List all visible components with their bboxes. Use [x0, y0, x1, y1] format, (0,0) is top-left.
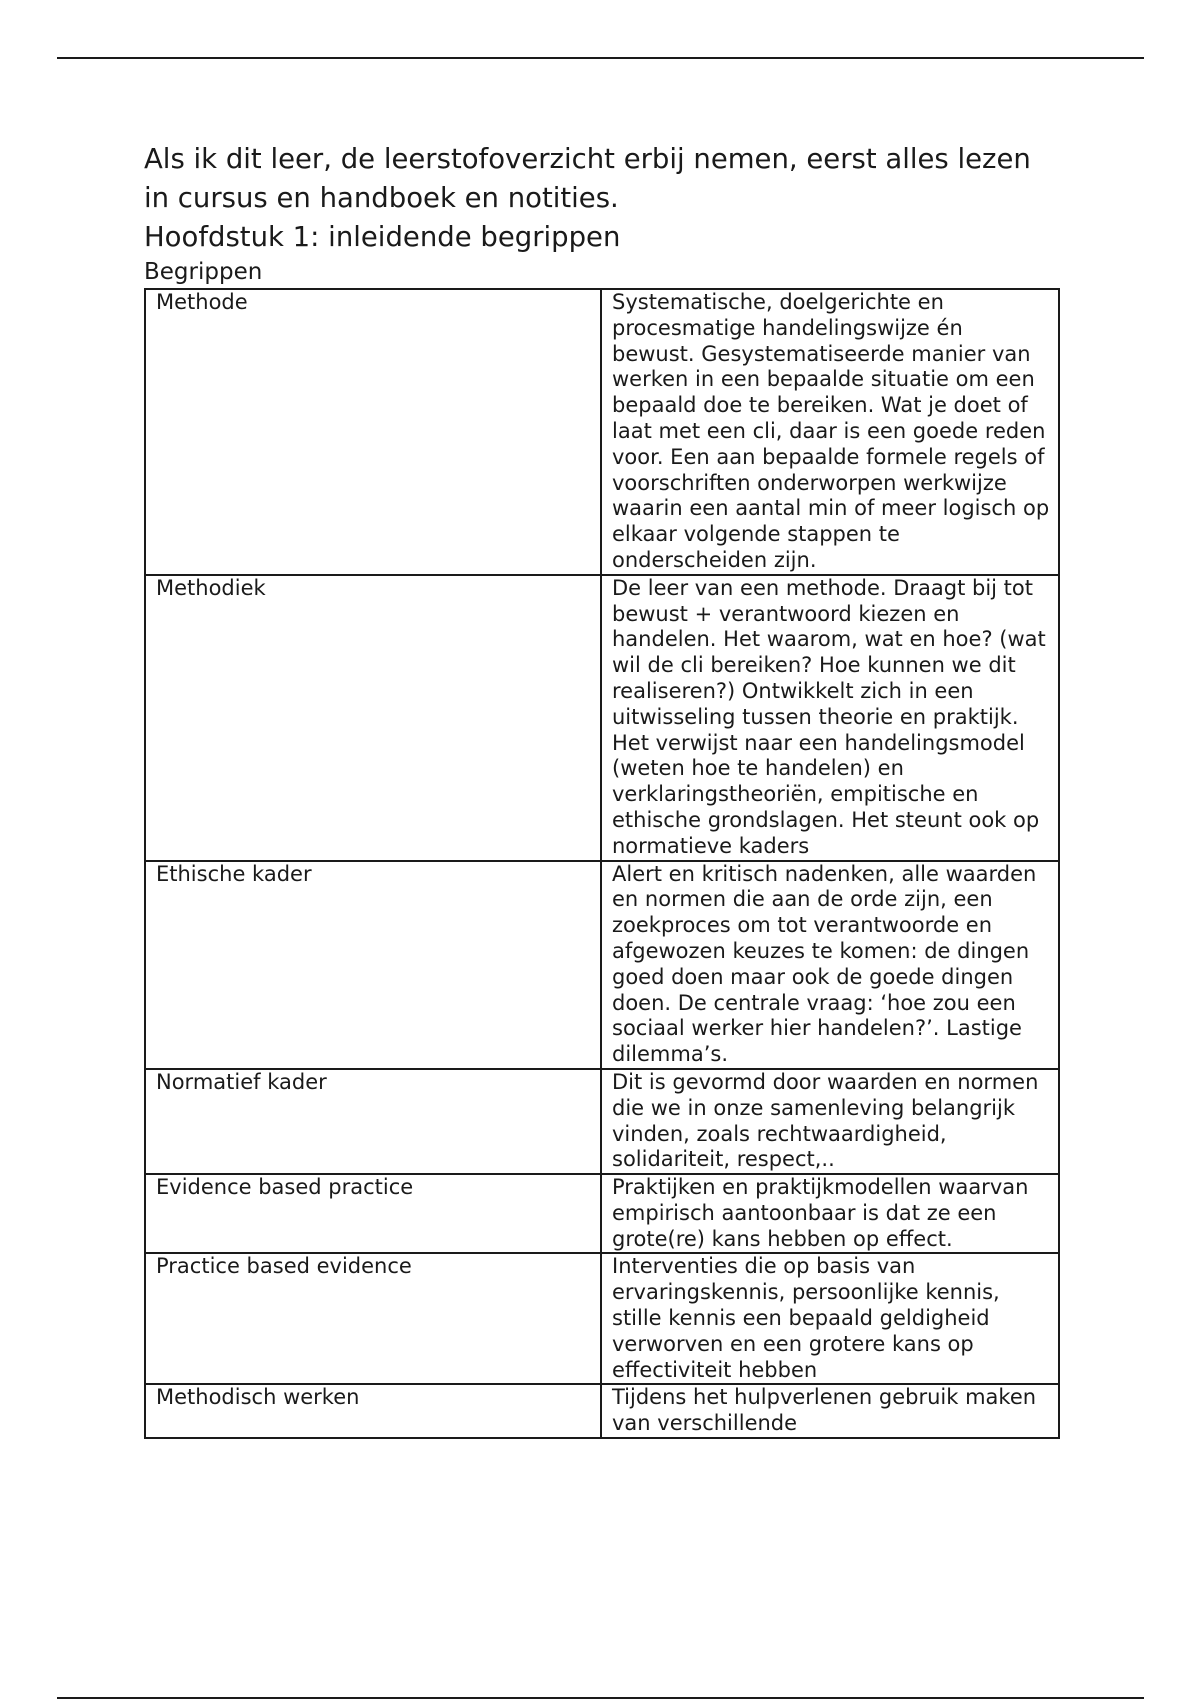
chapter-title: Hoofdstuk 1: inleidende begrippen — [144, 221, 621, 253]
term-cell: Practice based evidence — [145, 1253, 601, 1384]
table-row — [145, 289, 1059, 575]
term-cell: Ethische kader — [145, 861, 601, 1069]
intro-text: Als ik dit leer, de leerstofoverzicht erbij nemen, eerst alles lezen in cursus en handboek en notities. — [144, 143, 1031, 214]
definition-cell: De leer van een methode. Draagt bij tot bewust + verantwoord kiezen en handelen. Het waarom, wat en hoe? (wat wil de cli bereiken? Hoe kunnen we dit realiseren?) Ontwikkelt zich in een uitwisseling tussen theorie en praktijk. Het verwijst naar een handelingsmodel (weten hoe te handelen) en verklaringstheoriën, empitische en ethische grondslagen. Het steunt ook op normatieve kaders — [601, 575, 1059, 861]
top-rule — [57, 57, 1144, 59]
definition-cell: Tijdens het hulpverlenen gebruik maken van verschillende — [601, 1384, 1059, 1438]
definition-cell: Alert en kritisch nadenken, alle waarden en normen die aan de orde zijn, een zoekproces om tot verantwoorde en afgewozen keuzes te komen: de dingen goed doen maar ook de goede dingen doen. De centrale vraag: ‘hoe zou een sociaal werker hier handelen?’. Lastige dilemma’s. — [601, 861, 1059, 1069]
table-row — [145, 861, 1059, 1069]
term-cell: Methodiek — [145, 575, 601, 861]
definition-cell: Dit is gevormd door waarden en normen die we in onze samenleving belangrijk vinden, zoals rechtwaardigheid, solidariteit, respect,.. — [601, 1069, 1059, 1174]
section-title: Begrippen — [144, 259, 263, 285]
definition-cell: Systematische, doelgerichte en procesmatige handelingswijze én bewust. Gesystematiseerde manier van werken in een bepaalde situatie om een bepaald doe te bereiken. Wat je doet of laat met een cli, daar is een goede reden voor. Een aan bepaalde formele regels of voorschriften onderworpen werkwijze waarin een aantal min of meer logisch op elkaar volgende stappen te onderscheiden zijn. — [601, 289, 1059, 575]
bottom-rule — [57, 1697, 1144, 1699]
definition-cell: Praktijken en praktijkmodellen waarvan empirisch aantoonbaar is dat ze een grote(re) kans hebben op effect. — [601, 1174, 1059, 1253]
table-row — [145, 1253, 1059, 1384]
table-row — [145, 1384, 1059, 1438]
page-content — [144, 140, 1056, 1439]
term-cell: Methode — [145, 289, 601, 575]
table-row — [145, 575, 1059, 861]
table-row — [145, 1069, 1059, 1174]
terms-table — [144, 288, 1060, 1439]
table-row — [145, 1174, 1059, 1253]
term-cell: Evidence based practice — [145, 1174, 601, 1253]
definition-cell: Interventies die op basis van ervaringskennis, persoonlijke kennis, stille kennis een bepaald geldigheid verworven en een grotere kans op effectiviteit hebben — [601, 1253, 1059, 1384]
term-cell: Normatief kader — [145, 1069, 601, 1174]
term-cell: Methodisch werken — [145, 1384, 601, 1438]
